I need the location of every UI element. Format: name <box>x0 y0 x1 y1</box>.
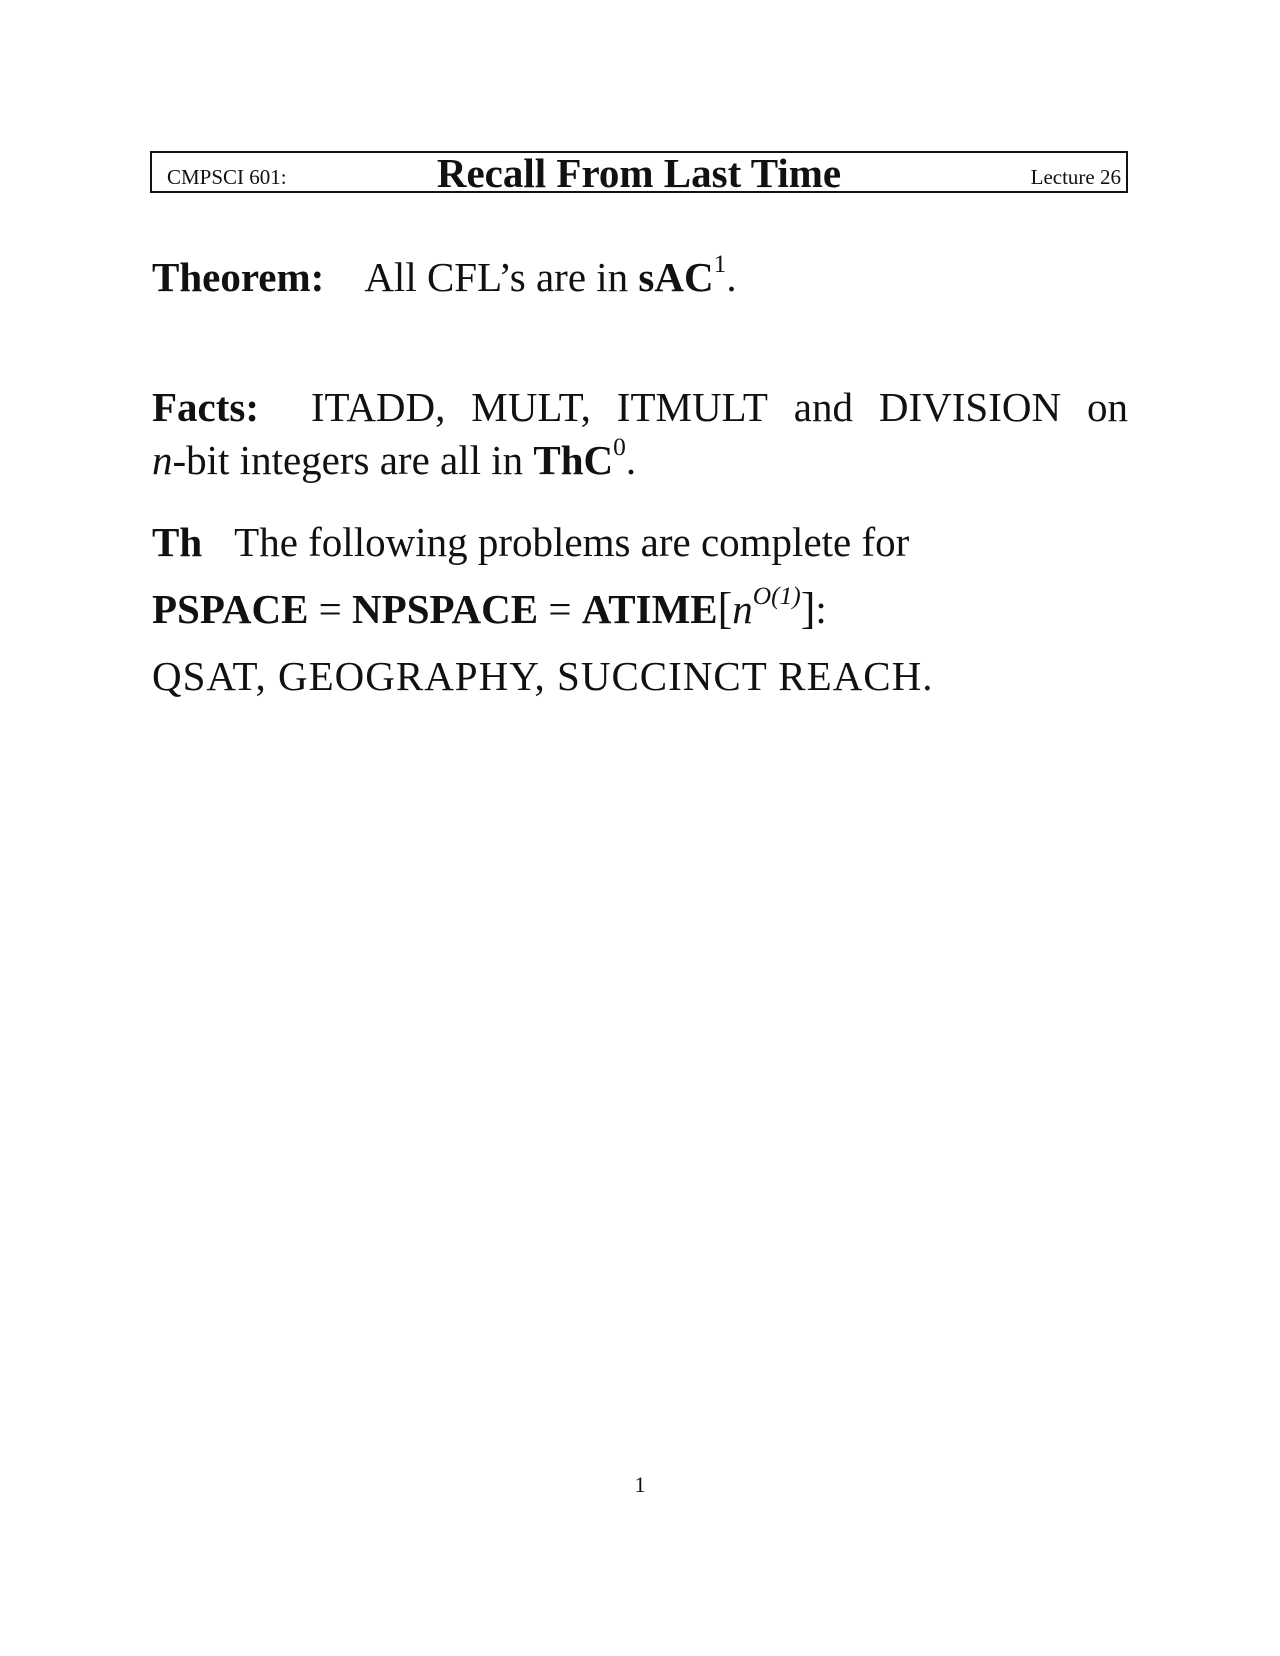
equals-sign: = <box>538 586 582 632</box>
facts-class: ThC <box>533 437 614 483</box>
bracket-open: [ <box>717 584 733 633</box>
th-line-2 <box>152 581 827 633</box>
facts-line-1 <box>152 383 1128 431</box>
equals-sign: = <box>308 586 353 632</box>
theorem-superscript: 1 <box>713 249 727 278</box>
course-label: CMPSCI 601: <box>167 165 287 189</box>
facts-superscript: 0 <box>613 432 626 461</box>
facts-label: Facts: <box>152 384 260 430</box>
class-npspace: NPSPACE <box>352 586 539 632</box>
class-pspace: PSPACE <box>152 586 309 632</box>
th-line-1 <box>152 518 909 566</box>
theorem-period: . <box>726 254 737 300</box>
class-atime: ATIME <box>581 586 718 632</box>
th-text: The following problems are complete for <box>234 519 910 565</box>
problems-line <box>152 652 934 700</box>
slide-header <box>150 150 1128 196</box>
page-number: 1 <box>634 1472 646 1497</box>
n-variable: n <box>732 586 753 632</box>
colon: : <box>815 586 827 632</box>
lecture-label: Lecture 26 <box>1030 165 1121 189</box>
facts-period: . <box>625 437 637 483</box>
facts-word: MULT, <box>471 384 591 430</box>
problems-list: QSAT, GEOGRAPHY, SUCCINCT REACH. <box>152 653 934 699</box>
theorem-label: Theorem: <box>152 254 325 300</box>
th-label: Th <box>152 519 203 565</box>
facts-line-2 <box>152 432 637 484</box>
n-variable: n <box>152 437 173 483</box>
slide-title: Recall From Last Time <box>436 150 842 196</box>
theorem-text: All CFL’s are in <box>364 254 639 300</box>
facts-word: ITADD, <box>310 384 446 430</box>
bracket-close: ] <box>800 584 816 633</box>
theorem-class: sAC <box>638 254 714 300</box>
facts-word: ITMULT <box>616 384 768 430</box>
facts-word: and <box>793 384 853 430</box>
facts-text: -bit integers are all in <box>172 437 534 483</box>
exponent: O(1) <box>752 581 801 610</box>
theorem-line <box>152 249 737 301</box>
facts-word: on <box>1086 384 1128 430</box>
facts-word: DIVISION <box>878 384 1062 430</box>
